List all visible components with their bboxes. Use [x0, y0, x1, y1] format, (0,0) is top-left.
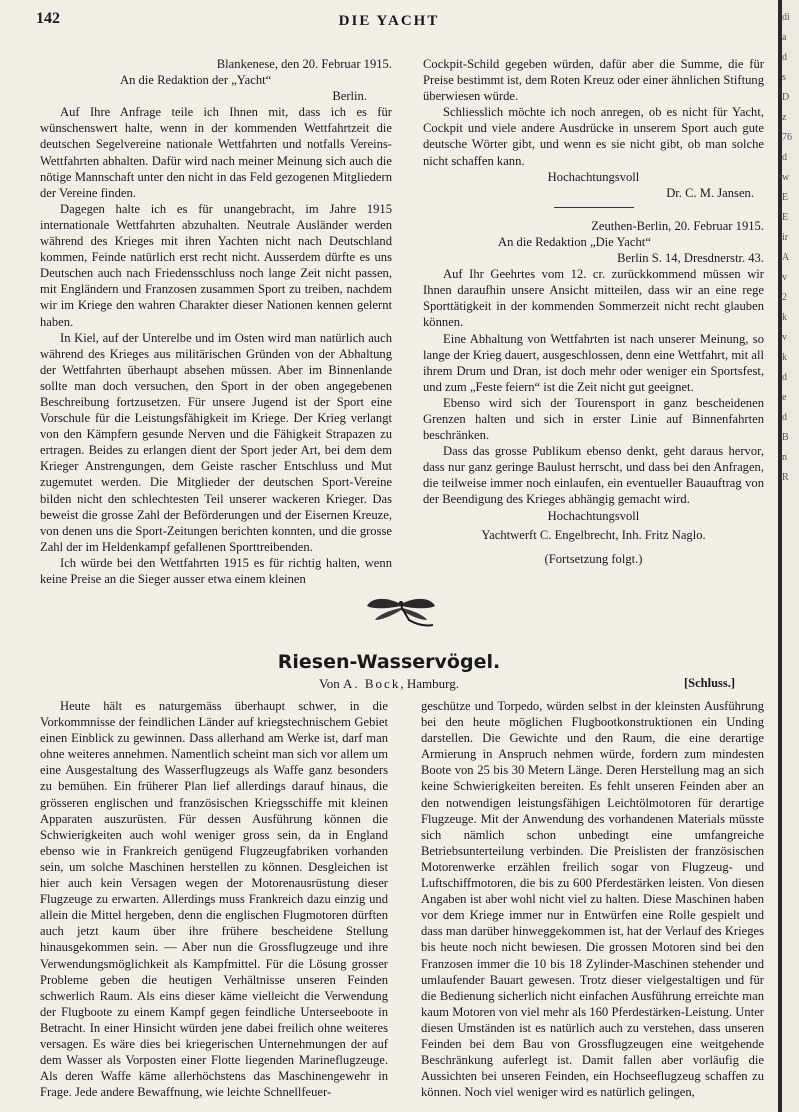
letter2-city: Berlin S. 14, Dresdnerstr. 43.	[617, 251, 764, 266]
adjacent-page-text	[782, 0, 799, 1112]
margin-fragment: A	[782, 252, 790, 263]
page-number: 142	[36, 10, 60, 27]
margin-fragment: B	[782, 432, 789, 443]
running-head: DIE YACHT	[338, 13, 440, 29]
margin-fragment: v	[782, 272, 787, 283]
margin-fragment: di	[782, 12, 790, 23]
margin-fragment: 2	[782, 292, 787, 303]
letter1-paragraph: Auf Ihre Anfrage teile ich Ihnen mit, dass ich es für wünschenswert halte, wenn in der kommenden Wettfahrtzeit die deutschen Segelvereine nationale Wettfahrten und notfalls Vereins-Wettfahrten abhalten. Dafür wird nach meiner Meinung sich auch die nötige Mannschaft unter den nicht in das Feld gezogenen Mitgliedern der Vereine finden.	[40, 105, 392, 200]
byline-author: A. Bock	[343, 676, 401, 691]
letter2-address: An die Redaktion „Die Yacht“	[498, 234, 651, 249]
article-byline	[0, 676, 778, 692]
margin-fragment: a	[782, 32, 787, 43]
margin-fragment: z	[782, 112, 787, 123]
letter1-column	[40, 56, 392, 587]
article-paragraph: geschütze und Torpedo, würden selbst in der kleinsten Ausführung bei den heute möglichen Flugbootkonstruktionen ein Unding darstellen. Die Gewichte und den Raum, die eine derartige Armierung in Anspruch nehmen würde, fordern zum mindesten Boote von 25 bis 30 Metern Länge. Deren Herstellung mag an sich keine Schwierigkeiten bereiten. Es fehlt unseren Feinden aber an den notwendigen leistungsfähigen Leichtölmotoren für derartige Flugzeuge. Mit der Anwendung des vorhandenen Materials müsste sich nämlich schon unbedingt eine umfangreiche Betriebsunterteilung verbinden. Die Preislisten der französischen Motorenwerke erzählen freilich sogar von Flugzeug- und Luftschiffmotoren, die bis zu 600 Pferdestärken leisten. Von diesen Angaben ist aber wohl nicht viel zu halten. Diese Maschinen haben vor dem Kriege immer nur in Entwürfen eine Rolle gespielt und dass man darüber hinweggekommen ist, hat der Verlauf des Krieges bis heute noch nicht bewiesen. Die grossen Motoren sind bei den Franzosen immer die 10 bis 18 Zylinder-Maschinen stehender und umlaufender Bauart gewesen. Trotz dieser vielgestaltigen und für die Bedienung sicherlich nicht einfachen Ausführung erreichte man kaum Motoren von viel mehr als 160 Pferdestärken-Leistung. Unter diesen Umständen ist es natürlich auch zu verstehen, dass unseren Feinden bei dem Bau von Grossflugzeugen eine weitgehende Beschränkung auferlegt ist. Damit fallen aber vorläufig die Aussichten bei unseren Feinden, ein Hochseeflugzeug schaffen zu können. Noch viel weniger wird es natürlich gelingen,	[421, 699, 764, 1100]
byline-prefix: Von	[319, 676, 340, 691]
margin-fragment: w	[782, 172, 790, 183]
letter1-city: Berlin.	[332, 89, 367, 104]
article-paragraph: Heute hält es naturgemäss überhaupt schwer, in die Vorkommnisse der feindlichen Länder auf kriegstechnischem Gebiet einen Einblick zu gewinnen. Dass allerhand am Werke ist, darf man ohne weiteres annehmen. Namentlich scheint man sich vor allem um eine Ausgestaltung des Wasserflugzeugs als Waffe ganz besonders zu bemühen. Ein früherer Plan lief allerdings darauf hinaus, die grösseren englischen und französischen Kriegsschiffe mit kleinen Apparaten auszurüsten. Für dessen Ausführung können die Schwierigkeiten auch wohl weniger gross sein, da in England ebenso wie in Frankreich genügend Flugzeugfabriken vorhanden sein, um solche Maschinen herstellen zu können. Desgleichen ist hier auch kein Versagen wegen der Motorenausrüstung dieser Flugzeuge zu erwarten. Allerdings muss Frankreich dazu einzig und allein die Mittel hergeben, denn die englischen Flugmotoren dürften auch jetzt kaum über ihre frühere bescheidene Stellung hinausgekommen sein. — Aber nun die Grossflugzeuge und ihre Verwendungsmöglichkeit als Kampfmittel. Für die Lösung grosser Probleme geben die heutigen Verhältnisse unseren Feinden schwerlich Raum. Als eins dieser käme vielleicht die Verwendung der Flugboote zu einem Kampf gegen feindliche Unterseeboote in Betracht. In einer Hinsicht würden jene dabei freilich ohne weiteres versagen. Es wäre dies bei kriegerischen Unternehmungen der auf dem Wasser als Vorposten einer Flotte liegenden Marineflugzeuge. Als deren Waffe käme allerhöchstens das Maschinengewehr in Frage. Jede andere Bewaffnung, wie leichte Schnellfeuer-	[40, 699, 388, 1100]
letter1-paragraph-last: Schliesslich möchte ich noch anregen, ob es nicht für Yacht, Cockpit und viele andere Ausdrücke in unserem Sport auch gute deutsche Wörter gibt, und wenn es sie nicht gibt, ob man solche nicht schaffen kann.	[423, 105, 764, 168]
margin-fragment: d	[782, 52, 787, 63]
article-tag: [Schluss.]	[684, 676, 736, 690]
letter1-paragraph: In Kiel, auf der Unterelbe und im Osten wird man natürlich auch während des Krieges aus militärischen Gründen von der Abhaltung der Wettfahrten überhaupt absehen müssen. Aber im Binnenlande sollte man doch versuchen, den Sport in der oben angegebenen Beschreibung fortzusetzen. Für unsere Jugend ist der Sport eine Vorschule für die Leistungsfähigkeit im Kriege. Der Krieg verlangt von den Kämpfern gesunde Nerven und die Fähigkeit Strapazen zu ertragen. Beides zu erlangen dient der Sport jeder Art, bei dem dem Krieger Anstrengungen, dem Geiste rascher Entschluss und Mut zugemutet werden. Die Mitglieder der deutschen Sport-Vereine bilden nicht den schlechtesten Teil unserer wackeren Krieger. Das beweist die grosse Zahl der Beförderungen und der Eisernen Kreuze, von denen uns die Sport-Zeitungen berichten konnten, und die grosse Zahl der im Heldenkampf gefallenen Sporttreibenden.	[40, 330, 392, 554]
margin-fragment: d	[782, 372, 787, 383]
margin-fragment: s	[782, 72, 786, 83]
letter-divider	[554, 207, 634, 208]
margin-fragment: d	[782, 152, 787, 163]
margin-fragment: E	[782, 212, 789, 223]
letter1-address: An die Redaktion der „Yacht“	[120, 73, 272, 88]
letter1-signature: Dr. C. M. Jansen.	[666, 185, 754, 200]
dragonfly-ornament-icon	[365, 594, 437, 630]
letter2-paragraph: Ebenso wird sich der Tourensport in ganz bescheidenen Grenzen halten und sich in erster Linie auf Binnenfahrten beschränken.	[423, 395, 764, 443]
letter1-paragraph: Dagegen halte ich es für unangebracht, im Jahre 1915 internationale Wettfahrten abzuhalten. Neutrale Ausländer werden während des Krieges mit ihren Yachten nicht nach Deutschland kommen, Feinde natürlich erst recht nicht. Ausserdem dürfte es uns Deutschen auch nach Friedensschluss noch lange Zeit nicht passen, mit Engländern und Franzosen zusammen Sport zu treiben, nachdem wir im Kriege den wahren Charakter dieser Nationen kennen gelernt haben.	[40, 201, 392, 329]
continued-note: (Fortsetzung folgt.)	[544, 551, 643, 566]
letter2-closing: Hochachtungsvoll	[547, 508, 640, 523]
letter1-paragraph: Ich würde bei den Wettfahrten 1915 es für richtig halten, wenn keine Preise an die Sieger ausser etwa einem kleinen	[40, 555, 392, 586]
letter1-continuation: Cockpit-Schild gegeben würden, dafür aber die Summe, die für Preise bestimmt ist, dem Roten Kreuz oder einer ähnlichen Stiftung überwiesen würde.	[423, 57, 764, 104]
byline-place: , Hamburg.	[400, 676, 459, 691]
margin-fragment: E	[782, 192, 789, 203]
article-title: Riesen-Wasservögel.	[277, 651, 501, 673]
margin-fragment: k	[782, 352, 787, 363]
margin-fragment: D	[782, 92, 790, 103]
margin-fragment: e	[782, 392, 787, 403]
letter2-paragraph: Dass das grosse Publikum ebenso denkt, geht daraus hervor, dass nur ganz geringe Baulust herrscht, und dass bei den Anfragen, die teilweise immer noch einlaufen, ein eventueller Bauauftrag von der Beendigung des Krieges abhängig gemacht wird.	[423, 444, 764, 507]
article-column-left	[40, 698, 388, 1100]
article-column-right	[421, 698, 764, 1100]
margin-fragment: d	[782, 412, 787, 423]
letter2-place-date: Zeuthen-Berlin, 20. Februar 1915.	[591, 218, 764, 233]
letter1-place-date: Blankenese, den 20. Februar 1915.	[216, 57, 392, 71]
margin-fragment: v	[782, 332, 787, 343]
margin-fragment: n	[782, 452, 787, 463]
letter2-paragraph: Eine Abhaltung von Wettfahrten ist nach unserer Meinung, so lange der Krieg dauert, ausgeschlossen, denn eine Wettfahrt, mit all ihrem Drum und Dran, ist doch mehr oder weniger ein Sportsfest, und zum „Feste feiern“ ist die Zeit nicht gut geeignet.	[423, 331, 764, 394]
margin-fragment: R	[782, 472, 789, 483]
letter2-signature: Yachtwerft C. Engelbrecht, Inh. Fritz Naglo.	[481, 527, 706, 542]
margin-fragment: k	[782, 312, 787, 323]
adjacent-page-edge	[778, 0, 799, 1112]
margin-fragment: ir	[782, 232, 789, 243]
margin-fragment: 76	[782, 132, 792, 143]
letters-right-column	[423, 56, 764, 567]
letter1-closing: Hochachtungsvoll	[547, 169, 640, 184]
letter2-paragraph: Auf Ihr Geehrtes vom 12. cr. zurückkommend müssen wir Ihnen daraufhin unsere Ansicht mitteilen, dass wir an eine rege Sporttätigkeit in der kommenden Sommerzeit nicht recht glauben können.	[423, 267, 764, 330]
